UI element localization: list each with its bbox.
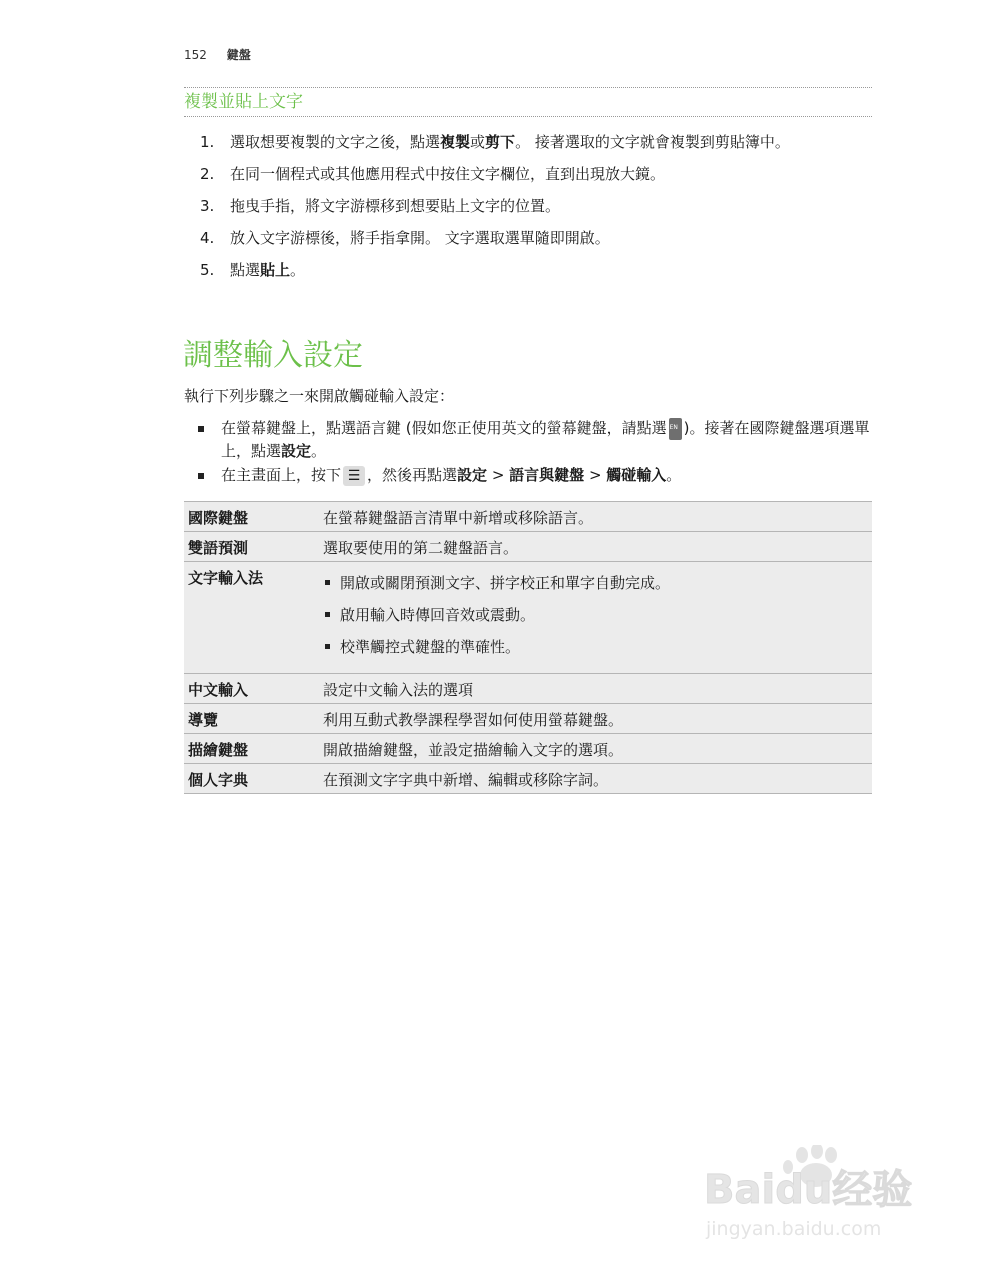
list-item [200, 130, 880, 162]
list-item [200, 194, 880, 226]
row-value [319, 562, 872, 674]
step-text: 在同一個程式或其他應用程式中按住文字欄位，直到出現放大鏡。 [230, 165, 666, 183]
steps-list [200, 130, 880, 290]
intro-text: 執行下列步驟之一來開啟觸碰輸入設定： [184, 387, 455, 405]
step-number: 5. [200, 261, 215, 279]
list-item: 啟用輸入時傳回音效或震動。 [323, 599, 868, 631]
table-row [184, 764, 872, 794]
list-item: 在螢幕鍵盤上，點選語言鍵 (假如您正使用英文的螢幕鍵盤，請點選EN )。接著在國際鍵盤選項選單上，點選設定。 [196, 417, 876, 463]
page-number: 152 [184, 48, 207, 62]
section-title-copy-paste: 複製並貼上文字 [184, 87, 872, 117]
table-row [184, 674, 872, 704]
row-key: 個人字典 [184, 764, 319, 794]
table-row [184, 704, 872, 734]
step-text: 選取想要複製的文字之後，點選複製或剪下。 接著選取的文字就會複製到剪貼簿中。 [230, 133, 790, 151]
watermark-url: jingyan.baidu.com [706, 1218, 882, 1240]
list-item: 在主畫面上，按下 ☰ ，然後再點選設定 > 語言與鍵盤 > 觸碰輸入。 [196, 464, 876, 487]
list-item [200, 226, 880, 258]
row-value: 利用互動式教學課程學習如何使用螢幕鍵盤。 [319, 704, 872, 734]
list-item: 開啟或關閉預測文字、拼字校正和單字自動完成。 [323, 567, 868, 599]
row-key: 國際鍵盤 [184, 502, 319, 532]
row-value: 開啟描繪鍵盤，並設定描繪輸入文字的選項。 [319, 734, 872, 764]
list-item [200, 162, 880, 194]
step-number: 1. [200, 133, 215, 151]
row-key: 雙語預測 [184, 532, 319, 562]
table-row [184, 734, 872, 764]
table-row [184, 562, 872, 674]
table-row [184, 532, 872, 562]
row-value: 在預測文字字典中新增、編輯或移除字詞。 [319, 764, 872, 794]
sub-list [323, 567, 868, 663]
mic-key-icon [669, 418, 682, 440]
row-value: 設定中文輸入法的選項 [319, 674, 872, 704]
step-text: 拖曳手指，將文字游標移到想要貼上文字的位置。 [230, 197, 561, 215]
table-row [184, 502, 872, 532]
list-item [200, 258, 880, 290]
row-key: 中文輸入 [184, 674, 319, 704]
row-key: 導覽 [184, 704, 319, 734]
menu-icon: ☰ [343, 466, 365, 486]
row-value: 選取要使用的第二鍵盤語言。 [319, 532, 872, 562]
row-value: 在螢幕鍵盤語言清單中新增或移除語言。 [319, 502, 872, 532]
section-title-input-settings: 調整輸入設定 [183, 338, 363, 373]
step-number: 3. [200, 197, 215, 215]
list-item: 校準觸控式鍵盤的準確性。 [323, 631, 868, 663]
row-key: 文字輸入法 [184, 562, 319, 674]
step-number: 4. [200, 229, 215, 247]
row-key: 描繪鍵盤 [184, 734, 319, 764]
step-text: 放入文字游標後，將手指拿開。 文字選取選單隨即開啟。 [230, 229, 610, 247]
bullet-list [196, 417, 876, 488]
settings-table [184, 501, 872, 794]
step-text: 點選貼上。 [230, 261, 306, 279]
watermark-brand: Baidu经验 [704, 1167, 913, 1213]
page-header [184, 46, 251, 63]
chapter-title: 鍵盤 [226, 48, 251, 62]
baidu-watermark [704, 1145, 934, 1245]
step-number: 2. [200, 165, 215, 183]
